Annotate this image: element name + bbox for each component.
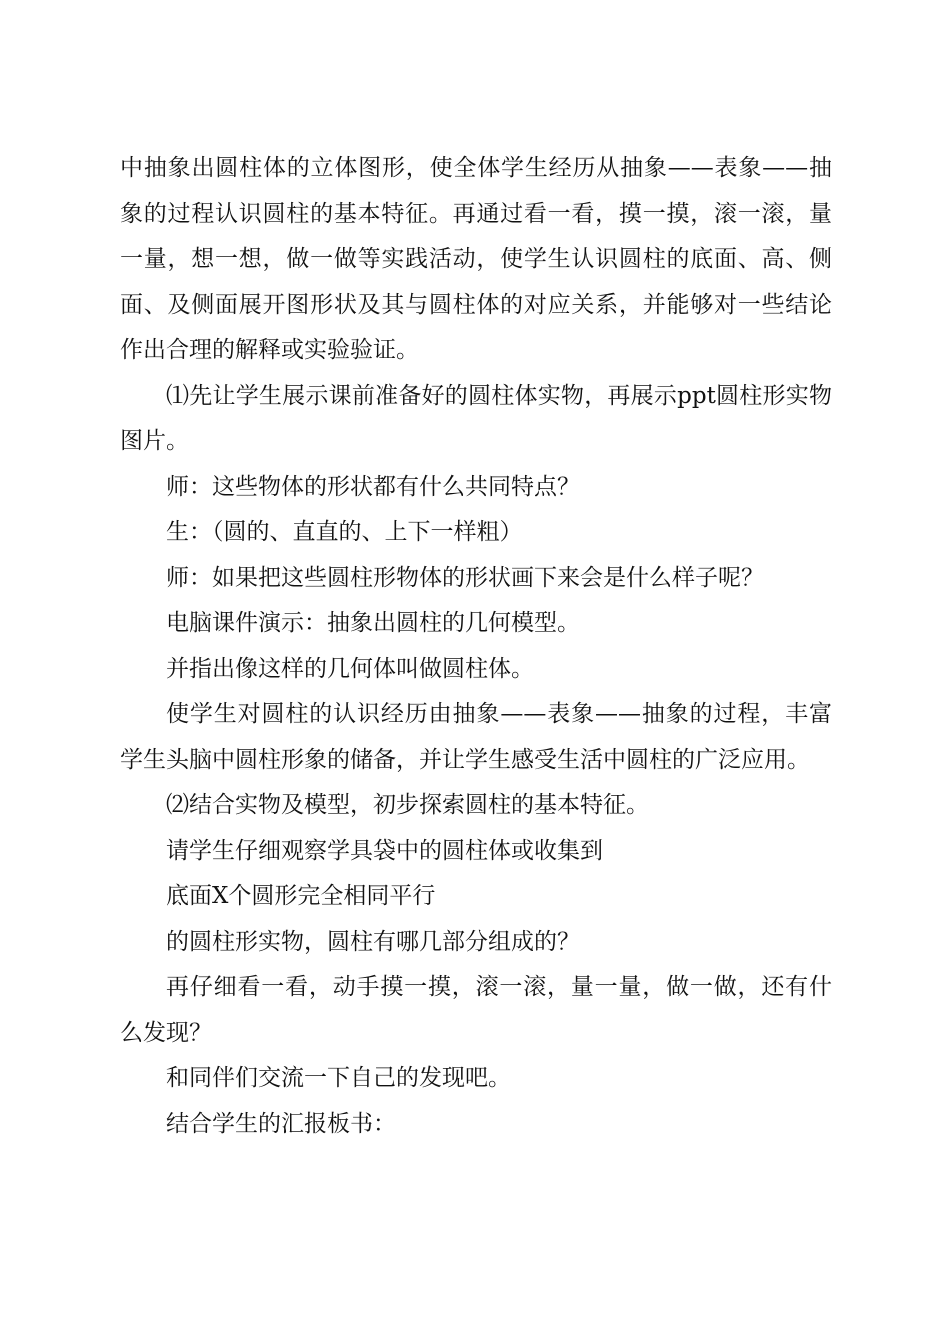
paragraph-computer-demo: 电脑课件演示：抽象出圆柱的几何模型。 <box>166 610 580 636</box>
document-body <box>120 146 832 1147</box>
paragraph-hands-on: 再仔细看一看，动手摸一摸，滚一滚，量一量，做一做，还有什么发现？ <box>120 974 832 1046</box>
paragraph-share: 和同伴们交流一下自己的发现吧。 <box>166 1065 511 1091</box>
paragraph-step-2: ⑵结合实物及模型，初步探索圆柱的基本特征。 <box>166 792 649 818</box>
paragraph-student-answer: 生：（圆的、直直的、上下一样粗） <box>166 519 523 545</box>
paragraph-base-note: 底面X个圆形完全相同平行 <box>166 883 436 909</box>
paragraph-definition: 并指出像这样的几何体叫做圆柱体。 <box>166 655 534 682</box>
paragraph-purpose: 使学生对圆柱的认识经历由抽象——表象——抽象的过程，丰富学生头脑中圆柱形象的储备，并让学生感受生活中圆柱的广泛应用。 <box>120 701 832 773</box>
paragraph-composition-question: 的圆柱形实物，圆柱有哪几部分组成的？ <box>166 928 580 955</box>
paragraph-continued-intro: 中抽象出圆柱体的立体图形，使全体学生经历从抽象——表象——抽象的过程认识圆柱的基本特征。再通过看一看，摸一摸，滚一滚，量一量，想一想，做一做等实践活动，使学生认识圆柱的底面、高、侧面、及侧面展开图形状及其与圆柱体的对应关系，并能够对一些结论作出合理的解释或实验验证。 <box>120 155 832 363</box>
paragraph-board-writing: 结合学生的汇报板书： <box>166 1110 396 1137</box>
paragraph-teacher-question-2: 师：如果把这些圆柱形物体的形状画下来会是什么样子呢？ <box>166 564 764 591</box>
paragraph-observe: 请学生仔细观察学具袋中的圆柱体或收集到 <box>166 837 603 864</box>
paragraph-step-1: ⑴先让学生展示课前准备好的圆柱体实物，再展示ppt圆柱形实物图片。 <box>120 382 832 454</box>
paragraph-teacher-question-1: 师：这些物体的形状都有什么共同特点？ <box>166 473 580 500</box>
